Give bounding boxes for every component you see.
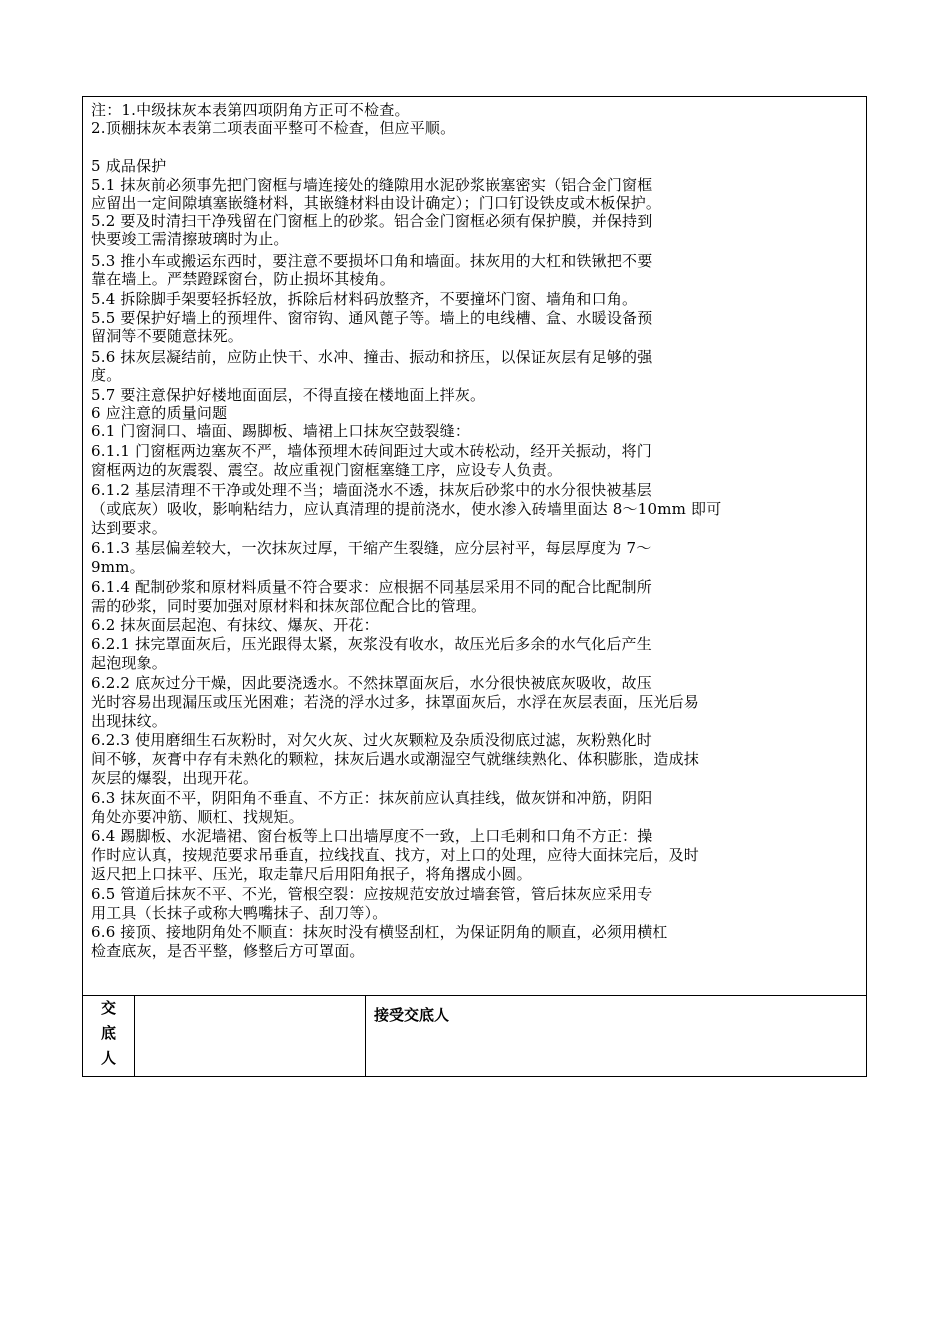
- text-line: 6.2.3 使用磨细生石灰粉时，对欠火灰、过火灰颗粒及杂质没彻底过滤，灰粉熟化时: [91, 731, 652, 749]
- text-line: 6.2 抹灰面层起泡、有抹纹、爆灰、开花：: [91, 616, 379, 634]
- text-line: 5.3 推小车或搬运东西时，要注意不要损坏口角和墙面。抹灰用的大杠和铁锹把不要: [91, 252, 653, 270]
- text-line: 返尺把上口抹平、压光，取走靠尺后用阳角抿子，将角撂成小圆。: [91, 865, 532, 883]
- text-line: 度。: [91, 366, 122, 384]
- text-line: 6.1 门窗洞口、墙面、踢脚板、墙裙上口抹灰空鼓裂缝：: [91, 422, 471, 440]
- text-line: 9mm。: [91, 558, 145, 576]
- text-line: 6.3 抹灰面不平，阴阳角不垂直、不方正：抹灰前应认真挂线，做灰饼和冲筋，阴阳: [91, 789, 653, 807]
- giver-label-char: 交: [100, 999, 116, 1017]
- text-line: 6.1.1 门窗框两边塞灰不严，墙体预埋木砖间距过大或木砖松动，经开关振动，将门: [91, 442, 652, 460]
- text-line: 5.7 要注意保护好楼地面面层，不得直接在楼地面上拌灰。: [91, 386, 486, 404]
- content-cell: [83, 97, 866, 996]
- text-line: 应留出一定间隙填塞嵌缝材料，其嵌缝材料由设计确定）；门口钉设铁皮或木板保护。: [91, 194, 662, 212]
- receiver-signature-field[interactable]: [366, 996, 866, 1076]
- text-line: 角处亦要冲筋、顺杠、找规矩。: [91, 808, 304, 826]
- text-line: 光时容易出现漏压或压光困难；若浇的浮水过多，抹罩面灰后，水浮在灰层表面，压光后易: [91, 693, 700, 711]
- text-line: 5.2 要及时清扫干净残留在门窗框上的砂浆。铝合金门窗框必须有保护膜，并保持到: [91, 212, 653, 230]
- signature-row: [83, 996, 866, 1076]
- text-line: 起泡现象。: [91, 654, 168, 672]
- text-line: 用工具（长抹子或称大鸭嘴抹子、刮刀等）。: [91, 904, 388, 922]
- text-line: 6.5 管道后抹灰不平、不光，管根空裂：应按规范安放过墙套管，管后抹灰应采用专: [91, 885, 653, 903]
- text-line: 需的砂浆，同时要加强对原材料和抹灰部位配合比的管理。: [91, 597, 487, 615]
- text-line: 6.1.4 配制砂浆和原材料质量不符合要求：应根据不同基层采用不同的配合比配制所: [91, 578, 652, 596]
- text-line: 6.1.2 基层清理不干净或处理不当；墙面浇水不透，抹灰后砂浆中的水分很快被基层: [91, 481, 652, 499]
- receiver-label: 接受交底人: [374, 1006, 450, 1024]
- text-line: 检查底灰，是否平整，修整后方可罩面。: [91, 942, 365, 960]
- text-line: 6.1.3 基层偏差较大，一次抹灰过厚，干缩产生裂缝，应分层衬平，每层厚度为 7～: [91, 539, 652, 557]
- giver-label-char: 底: [100, 1024, 116, 1042]
- text-line: 2.顶棚抹灰本表第二项表面平整可不检查，但应平顺。: [91, 119, 456, 137]
- text-line: 间不够，灰膏中存有未熟化的颗粒，抹灰后遇水或潮湿空气就继续熟化、体积膨胀，造成抹: [91, 750, 700, 768]
- text-line: 靠在墙上。严禁蹬踩窗台，防止损坏其棱角。: [91, 270, 396, 288]
- text-line: 6.4 踢脚板、水泥墙裙、窗台板等上口出墙厚度不一致，上口毛刺和口角不方正：操: [91, 827, 653, 845]
- text-line: 5.5 要保护好墙上的预埋件、窗帘钩、通风蓖子等。墙上的电线槽、盒、水暖设备预: [91, 309, 653, 327]
- text-line: 5.4 拆除脚手架要轻拆轻放，拆除后材料码放整齐，不要撞坏门窗、墙角和口角。: [91, 290, 638, 308]
- text-line: 6.6 接顶、接地阴角处不顺直：抹灰时没有横竖刮杠，为保证阴角的顺直，必须用横杠: [91, 923, 668, 941]
- text-line: 6 应注意的质量问题: [91, 404, 228, 422]
- text-line: 5.1 抹灰前必须事先把门窗框与墙连接处的缝隙用水泥砂浆嵌塞密实（铝合金门窗框: [91, 176, 653, 194]
- text-line: 灰层的爆裂，出现开花。: [91, 769, 259, 787]
- giver-label-cell: [83, 996, 135, 1076]
- text-line: 窗框两边的灰震裂、震空。故应重视门窗框塞缝工序，应设专人负责。: [91, 461, 563, 479]
- text-line: 5 成品保护: [91, 157, 167, 175]
- text-line: （或底灰）吸收，影响粘结力，应认真清理的提前浇水，使水渗入砖墙里面达 8～10mm 即可: [91, 500, 722, 518]
- document-table: [82, 96, 867, 1077]
- text-line: 作时应认真，按规范要求吊垂直，拉线找直、找方，对上口的处理，应待大面抹完后，及时: [91, 846, 700, 864]
- text-line: 快要竣工需清擦玻璃时为止。: [91, 230, 289, 248]
- text-line: 6.2.2 底灰过分干燥，因此要浇透水。不然抹罩面灰后，水分很快被底灰吸收，故压: [91, 674, 652, 692]
- text-line: 5.6 抹灰层凝结前，应防止快干、水冲、撞击、振动和挤压，以保证灰层有足够的强: [91, 348, 653, 366]
- text-line: 出现抹纹。: [91, 712, 168, 730]
- text-line: 6.2.1 抹完罩面灰后，压光跟得太紧，灰浆没有收水，故压光后多余的水气化后产生: [91, 635, 652, 653]
- text-line: 留洞等不要随意抹死。: [91, 327, 244, 345]
- giver-signature-field[interactable]: [135, 996, 366, 1076]
- text-line: 注：1.中级抹灰本表第四项阴角方正可不检查。: [91, 101, 410, 119]
- giver-label-char: 人: [100, 1049, 116, 1067]
- text-line: 达到要求。: [91, 519, 168, 537]
